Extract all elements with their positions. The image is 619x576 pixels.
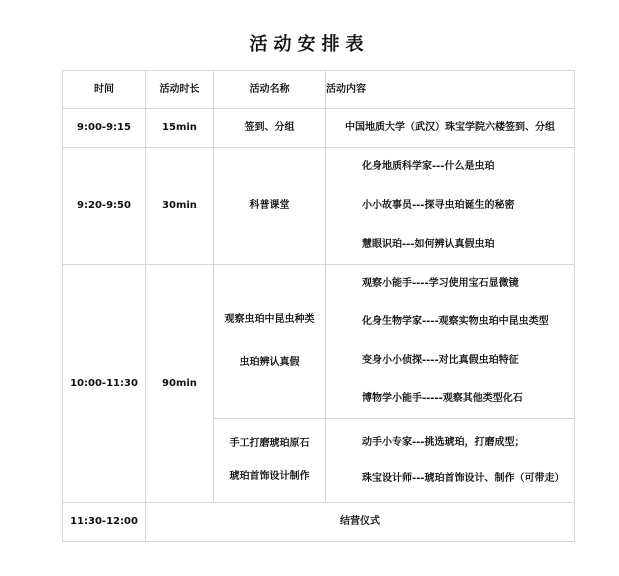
table-row — [63, 503, 575, 542]
header-time: 时间 — [63, 71, 146, 109]
header-content: 活动内容 — [326, 71, 575, 109]
content-line: 慧眼识珀---如何辨认真假虫珀 — [362, 238, 495, 250]
content-line: 小小故事员---探寻虫珀诞生的秘密 — [362, 199, 515, 211]
row-name: 科普课堂 — [214, 148, 326, 265]
content-line: 观察小能手----学习使用宝石显微镜 — [362, 278, 519, 290]
row-closing: 结营仪式 — [146, 503, 575, 542]
content-line: 化身生物学家----观察实物虫珀中昆虫类型 — [362, 316, 549, 328]
header-row — [63, 71, 575, 109]
name-lines — [214, 428, 325, 494]
table-row — [63, 109, 575, 148]
name-line: 虫珀辨认真假 — [239, 357, 300, 368]
content-lines — [326, 148, 574, 264]
row-duration: 90min — [146, 265, 214, 503]
content-line: 化身地质科学家---什么是虫珀 — [362, 161, 495, 173]
row-time: 9:00-9:15 — [63, 109, 146, 148]
content-line: 变身小小侦探----对比真假虫珀特征 — [362, 354, 519, 366]
content-line: 珠宝设计师---琥珀首饰设计、制作（可带走） — [362, 472, 565, 484]
row-name-cell — [214, 265, 326, 419]
schedule-table — [62, 70, 575, 542]
row-time: 10:00-11:30 — [63, 265, 146, 503]
row-content: 中国地质大学（武汉）珠宝学院六楼签到、分组 — [326, 109, 575, 148]
page-title: 活动安排表 — [249, 34, 370, 55]
content-line: 动手小专家---挑选琥珀，打磨成型； — [362, 436, 525, 448]
name-line: 琥珀首饰设计制作 — [229, 471, 310, 482]
row-name: 签到、分组 — [214, 109, 326, 148]
content-line: 博物学小能手-----观察其他类型化石 — [362, 392, 523, 404]
table-row — [63, 148, 575, 265]
row-time: 9:20-9:50 — [63, 148, 146, 265]
table-row — [63, 265, 575, 419]
row-content-cell — [326, 265, 575, 419]
name-lines — [214, 299, 325, 385]
row-time: 11:30-12:00 — [63, 503, 146, 542]
row-content-cell — [326, 148, 575, 265]
content-lines — [326, 265, 574, 418]
content-lines — [326, 425, 574, 497]
header-duration: 活动时长 — [146, 71, 214, 109]
row-content-cell — [326, 419, 575, 503]
row-name-cell — [214, 419, 326, 503]
row-duration: 30min — [146, 148, 214, 265]
header-name: 活动名称 — [214, 71, 326, 109]
row-duration: 15min — [146, 109, 214, 148]
name-line: 观察虫珀中昆虫种类 — [224, 314, 315, 325]
name-line: 手工打磨琥珀原石 — [229, 438, 310, 449]
